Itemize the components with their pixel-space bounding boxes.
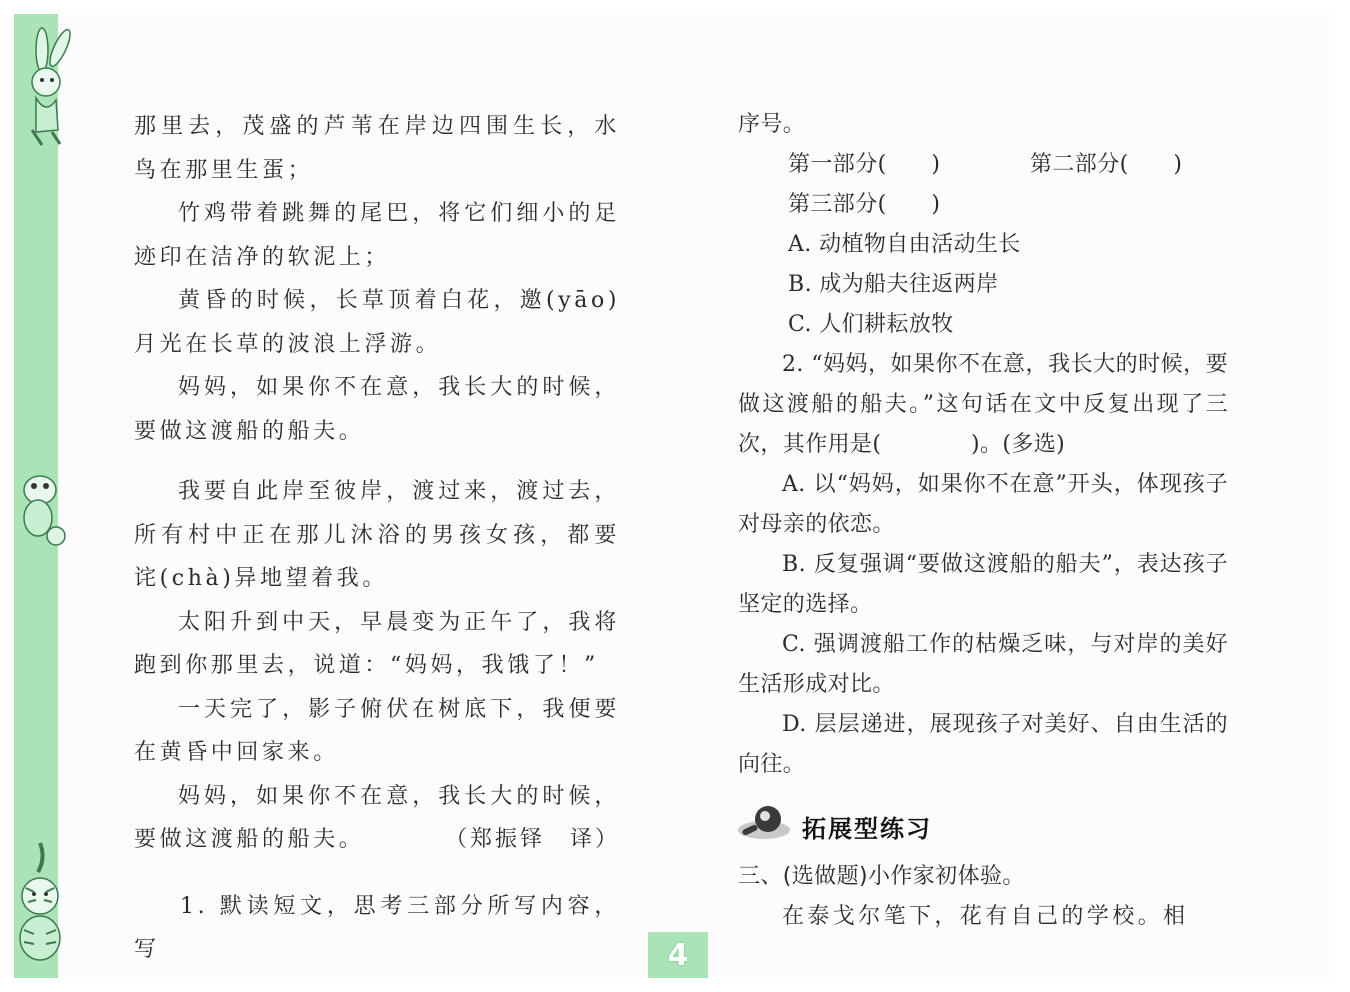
- magnifier-icon: [738, 802, 796, 856]
- poem-refrain: 妈妈，如果你不在意，我长大的时候，要做这渡船的船夫。: [134, 375, 620, 444]
- poem-paragraph: 那里去，茂盛的芦苇在岸边四围生长，水鸟在那里生蛋；: [134, 114, 620, 183]
- question-1-continued: 序号。: [738, 112, 806, 137]
- question-2: 2. “妈妈，如果你不在意，我长大的时候，要做这渡船的船夫。”这句话在文中反复出现了三次，其作用是( )。(多选): [738, 352, 1228, 457]
- q2-option-b: B. 反复强调“要做这渡船的船夫”，表达孩子坚定的选择。: [738, 552, 1228, 617]
- part-three-blank[interactable]: 第三部分( ): [788, 192, 941, 217]
- option-a: A. 动植物自由活动生长: [788, 232, 1021, 257]
- poem-paragraph: 竹鸡带着跳舞的尾巴，将它们细小的足迹印在洁净的软泥上；: [134, 201, 620, 270]
- part-one-blank[interactable]: 第一部分( ): [788, 152, 941, 177]
- left-text-column: [134, 105, 620, 972]
- poem-paragraph: 我要自此岸至彼岸，渡过来，渡过去，所有村中正在那儿沐浴的男孩女孩，都要诧(chà)异地望着我。: [134, 479, 620, 591]
- right-text-column: [738, 105, 1228, 937]
- poem-refrain-final: [134, 775, 620, 862]
- question-1: 1. 默读短文，思考三部分所写内容，写: [134, 893, 620, 962]
- part-two-blank[interactable]: 第二部分( ): [1030, 152, 1183, 177]
- q2-option-a: A. 以“妈妈，如果你不在意”开头，体现孩子对母亲的依恋。: [738, 472, 1228, 537]
- task-text: 在泰戈尔笔下，花有自己的学校。相: [782, 904, 1189, 929]
- option-c: C. 人们耕耘放牧: [788, 312, 954, 337]
- parts-row: [738, 185, 1228, 225]
- q2-option-d: D. 层层递进，展现孩子对美好、自由生活的向往。: [738, 712, 1228, 777]
- section-header: [738, 807, 1228, 851]
- poem-paragraph: 黄昏的时候，长草顶着白花，邀(yāo)月光在长草的波浪上浮游。: [134, 288, 620, 357]
- poem-paragraph: 一天完了，影子俯伏在树底下，我便要在黄昏中回家来。: [134, 696, 620, 765]
- task-title: 三、(选做题)小作家初体验。: [738, 864, 1025, 889]
- poem-refrain-text: 妈妈，如果你不在意，我长大的时候，要做这渡船的船夫。: [134, 783, 620, 852]
- section-title: 拓展型练习: [802, 815, 932, 843]
- tiger-cartoon: [10, 838, 74, 968]
- parts-row: [738, 145, 1228, 185]
- option-b: B. 成为船夫往返两岸: [788, 272, 999, 297]
- translator-attribution: （郑振铎 译）: [444, 827, 620, 852]
- q2-option-c: C. 强调渡船工作的枯燥乏味，与对岸的美好生活形成对比。: [738, 632, 1228, 697]
- rabbit-cartoon: [12, 20, 82, 150]
- frog-cartoon: [12, 462, 72, 552]
- page-number: 4: [648, 932, 708, 978]
- poem-paragraph: 太阳升到中天，早晨变为正午了，我将跑到你那里去，说道：“妈妈，我饿了！”: [134, 609, 620, 678]
